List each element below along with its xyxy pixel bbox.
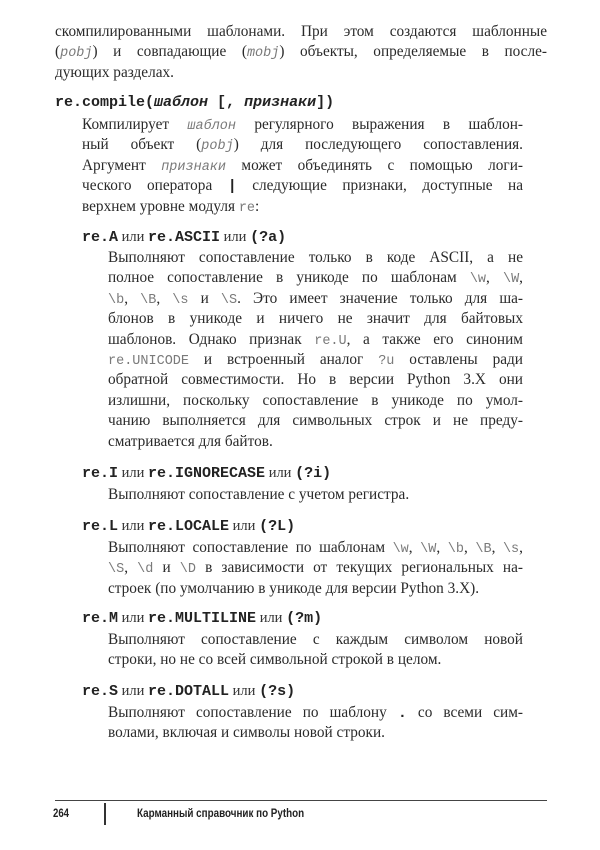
code-run: re.S xyxy=(82,683,119,700)
text-run: , xyxy=(519,269,523,287)
code-run: [, xyxy=(208,94,245,111)
text-run: излишни, поскольку сопоставление в уникоде по умол- xyxy=(108,391,523,409)
code-run: (?L) xyxy=(259,518,296,535)
code-run: re.M xyxy=(82,610,119,627)
text-line xyxy=(108,630,523,650)
code-run: re xyxy=(238,200,256,216)
text-line xyxy=(55,42,547,62)
text-line xyxy=(82,227,286,247)
text-line xyxy=(82,197,523,217)
text-line xyxy=(82,516,295,536)
text-run: со всеми сим- xyxy=(406,704,523,721)
text-line xyxy=(55,22,547,42)
code-run: \B xyxy=(140,292,157,308)
text-run: или xyxy=(265,465,296,481)
code-run: шаблон xyxy=(187,119,236,134)
text-run: и xyxy=(188,289,221,307)
code-run: re.A xyxy=(82,229,119,246)
code-run: | xyxy=(227,178,237,196)
text-run: строек (по умолчанию в уникоде для версии Python 3.X). xyxy=(108,579,480,597)
code-run: (?s) xyxy=(259,683,296,700)
text-line xyxy=(108,538,523,558)
text-line xyxy=(82,463,331,483)
book-title: Карманный справочник по Python xyxy=(137,806,305,820)
code-run: признаки xyxy=(161,159,226,175)
text-run: Выполняют сопоставление с учетом регистра. xyxy=(108,486,410,503)
text-line xyxy=(108,289,523,309)
text-run: , xyxy=(436,539,448,556)
text-run: Выполняют сопоставление по шаблону xyxy=(108,704,398,721)
text-run: ( xyxy=(55,43,61,61)
text-line xyxy=(82,115,523,135)
code-run: \S xyxy=(220,292,238,308)
text-line xyxy=(82,176,523,196)
footer-divider xyxy=(55,800,547,801)
text-line xyxy=(108,391,523,411)
text-line xyxy=(108,558,523,578)
text-run: верхнем уровне модуля xyxy=(82,197,239,215)
text-line xyxy=(82,156,523,176)
code-run: ]) xyxy=(316,94,335,111)
text-run: ) и совпадающие ( xyxy=(92,43,247,61)
code-run: (?i) xyxy=(295,465,332,482)
text-run: регулярного выражения в шаблон- xyxy=(236,116,523,133)
text-run: ) объекты, определяемые в после- xyxy=(279,43,547,61)
text-run: Аргумент xyxy=(82,156,162,174)
code-run: re.U xyxy=(314,333,347,349)
code-run: \S xyxy=(108,562,125,578)
text-run: или xyxy=(220,229,251,245)
code-run: \W xyxy=(420,542,437,557)
code-run: . xyxy=(397,705,407,722)
text-line xyxy=(82,608,322,628)
text-run: блонов в уникоде и ничего не значит для байтовых xyxy=(108,310,523,328)
code-run: re.DOTALL xyxy=(148,683,230,700)
text-run: , xyxy=(124,559,138,577)
code-run: \b xyxy=(108,292,125,308)
text-run: и xyxy=(153,559,180,577)
code-run: re.L xyxy=(82,518,119,535)
code-run: re.LOCALE xyxy=(148,518,230,535)
code-run: (?m) xyxy=(286,610,323,627)
text-run: или xyxy=(118,465,149,481)
text-line xyxy=(108,268,523,288)
text-run: , xyxy=(491,539,503,556)
text-run: ческого оператора xyxy=(82,177,228,195)
text-line xyxy=(108,248,523,268)
code-run: (?a) xyxy=(250,229,287,246)
code-run: шаблон xyxy=(154,94,209,111)
text-line xyxy=(55,63,547,83)
text-run: или xyxy=(118,229,149,245)
text-run: чанию выполняется для символьных строк и не преду- xyxy=(108,412,523,430)
code-run: pobj xyxy=(60,46,93,62)
text-run: ный объект ( xyxy=(82,136,202,154)
text-line xyxy=(108,703,523,723)
code-run: \b xyxy=(447,542,464,557)
text-run: обратной совместимости. Но в версии Python 3.X они xyxy=(108,371,523,389)
text-run: оставлены ради xyxy=(394,351,523,368)
text-line xyxy=(108,330,523,350)
text-run: , xyxy=(519,539,523,556)
code-run: \W xyxy=(502,272,520,288)
text-line xyxy=(108,579,523,599)
text-run: , xyxy=(486,269,503,287)
text-line xyxy=(55,92,334,112)
code-run: \B xyxy=(475,542,492,557)
code-run: re.I xyxy=(82,465,119,482)
text-line xyxy=(108,350,523,370)
footer-separator xyxy=(104,803,106,825)
code-run: \s xyxy=(172,292,189,308)
code-run: re.MULTILINE xyxy=(148,610,257,627)
code-run: \D xyxy=(179,562,196,578)
text-line xyxy=(108,370,523,390)
text-run: волами, включая и символы новой строки. xyxy=(108,724,385,742)
code-run: mobj xyxy=(246,46,280,62)
text-line xyxy=(108,432,523,452)
code-run: \w xyxy=(392,542,409,557)
text-run: или xyxy=(229,518,260,534)
code-run: re.ASCII xyxy=(148,229,221,246)
text-run: , xyxy=(408,539,421,556)
code-run: признаки xyxy=(244,94,317,111)
text-run: ) для последующего сопоставления. xyxy=(233,136,523,154)
text-line xyxy=(82,681,295,701)
text-run: или xyxy=(256,610,287,626)
text-run: в зависимости от текущих региональных на- xyxy=(195,559,523,577)
code-run: ?u xyxy=(378,354,395,369)
text-line xyxy=(108,650,523,670)
text-line xyxy=(108,485,523,505)
text-run: или xyxy=(118,518,149,534)
text-run: , xyxy=(463,539,476,556)
text-run: Выполняют сопоставление только в коде ASCII, а не xyxy=(108,249,523,266)
text-run: Выполняют сопоставление по шаблонам xyxy=(108,539,393,556)
text-run: сматривается для байтов. xyxy=(108,432,273,450)
code-run: \w xyxy=(469,272,487,288)
text-line xyxy=(82,135,523,155)
text-run: , а также его синоним xyxy=(346,330,523,348)
text-run: может объединять с помощью логи- xyxy=(226,156,523,174)
text-run: или xyxy=(118,683,149,699)
text-line xyxy=(108,411,523,431)
text-run: шаблонов. Однако признак xyxy=(108,330,315,348)
text-run: или xyxy=(118,610,149,626)
text-run: полное сопоставление в уникоде по шаблонам xyxy=(108,269,470,287)
text-run: , xyxy=(156,289,173,307)
text-run: следующие признаки, доступные на xyxy=(236,177,523,195)
code-run: \s xyxy=(502,542,520,557)
text-line xyxy=(108,723,523,743)
text-run: Компилирует xyxy=(82,116,188,133)
text-run: дующих разделах. xyxy=(55,63,174,81)
text-run: скомпилированными шаблонами. При этом создаются шаблонные xyxy=(55,23,547,40)
text-run: и встроенный аналог xyxy=(189,351,379,368)
text-run: : xyxy=(255,197,260,215)
page-number: 264 xyxy=(53,806,70,820)
code-run: re.UNICODE xyxy=(108,354,190,369)
code-run: pobj xyxy=(201,139,234,155)
code-run: re.IGNORECASE xyxy=(148,465,266,482)
code-run: \d xyxy=(137,562,154,578)
text-run: или xyxy=(229,683,260,699)
text-run: Выполняют сопоставление с каждым символом новой xyxy=(108,631,523,648)
text-run: . Это имеет значение только для ша- xyxy=(237,289,523,307)
code-run: re.compile( xyxy=(55,94,155,111)
text-line xyxy=(108,309,523,329)
text-run: , xyxy=(124,289,141,307)
text-run: строки, но не со всей символьной строкой в целом. xyxy=(108,651,442,669)
